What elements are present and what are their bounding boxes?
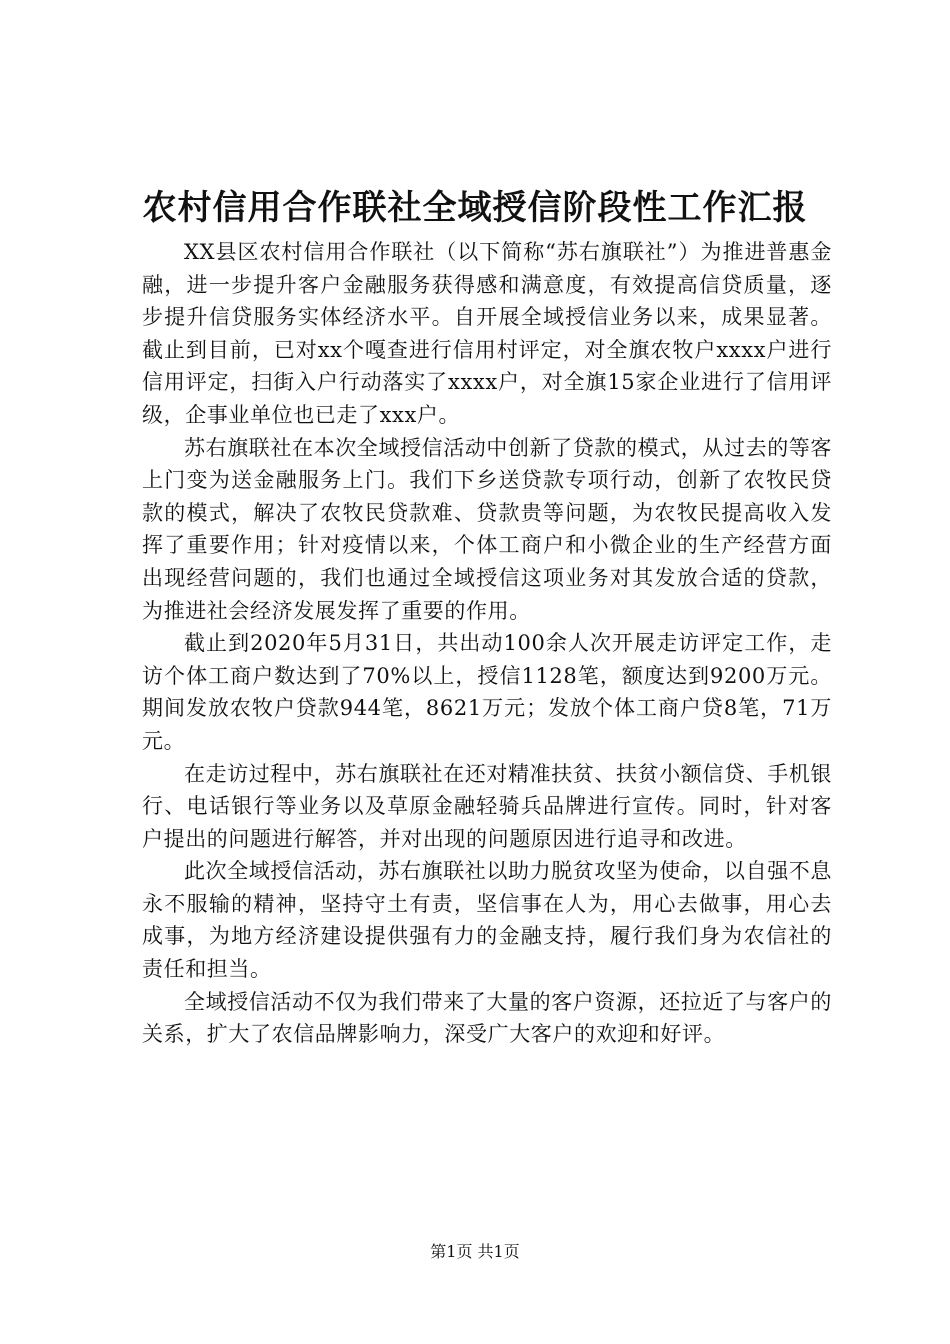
- document-title: 农村信用合作联社全域授信阶段性工作汇报: [142, 188, 808, 228]
- paragraph-2: 苏右旗联社在本次全域授信活动中创新了贷款的模式，从过去的等客上门变为送金融服务上门。我们下乡送贷款专项行动，创新了农牧民贷款的模式，解决了农牧民贷款难、贷款贵等问题，为农牧民提高收入发挥了重要作用；针对疫情以来，个体工商户和小微企业的生产经营方面出现经营问题的，我们也通过全域授信这项业务对其发放合适的贷款，为推进社会经济发展发挥了重要的作用。: [142, 435, 832, 623]
- document-body: [142, 236, 832, 1051]
- paragraph-4: 在走访过程中，苏右旗联社在还对精准扶贫、扶贫小额信贷、手机银行、电话银行等业务以及草原金融轻骑兵品牌进行宣传。同时，针对客户提出的问题进行解答，并对出现的问题原因进行追寻和改进。: [142, 761, 832, 851]
- paragraph-3: 截止到2020年5月31日，共出动100余人次开展走访评定工作，走访个体工商户数达到了70%以上，授信1128笔，额度达到9200万元。期间发放农牧户贷款944笔，8621万元；发放个体工商户贷8笔，71万元。: [142, 631, 832, 753]
- paragraph-1: XX县区农村信用合作联社（以下简称“苏右旗联社”）为推进普惠金融，进一步提升客户金融服务获得感和满意度，有效提高信贷质量，逐步提升信贷服务实体经济水平。自开展全域授信业务以来，成果显著。截止到目前，已对xx个嘎查进行信用村评定，对全旗农牧户xxxx户进行信用评定，扫街入户行动落实了xxxx户，对全旗15家企业进行了信用评级，企事业单位也已走了xxx户。: [142, 240, 832, 427]
- paragraph-5: 此次全域授信活动，苏右旗联社以助力脱贫攻坚为使命，以自强不息永不服输的精神，坚持守土有责，坚信事在人为，用心去做事，用心去成事，为地方经济建设提供强有力的金融支持，履行我们身为农信社的责任和担当。: [142, 859, 832, 982]
- paragraph-6: 全域授信活动不仅为我们带来了大量的客户资源，还拉近了与客户的关系，扩大了农信品牌影响力，深受广大客户的欢迎和好评。: [142, 989, 832, 1047]
- page-number-footer: 第1页 共1页: [430, 1242, 520, 1261]
